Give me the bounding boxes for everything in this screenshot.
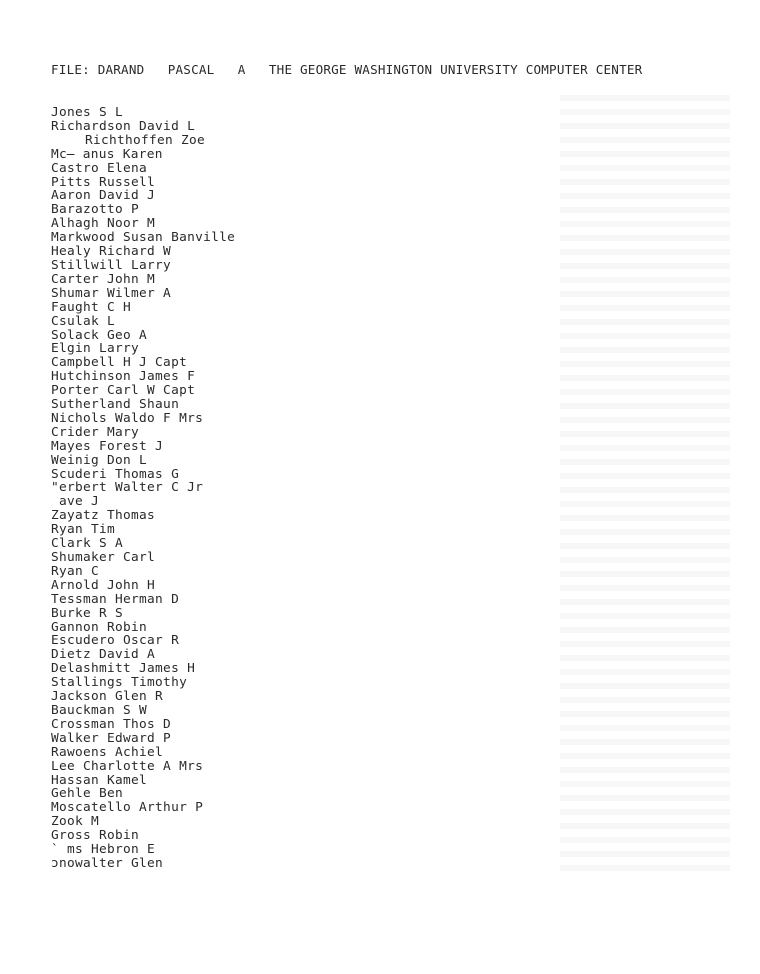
file-header: FILE: DARAND PASCAL A THE GEORGE WASHINGTON UNIVERSITY COMPUTER CENTER bbox=[51, 62, 643, 77]
list-item: Burke R S bbox=[51, 605, 124, 621]
show-through-bleed bbox=[560, 95, 730, 875]
list-item: Crossman Thos D bbox=[51, 716, 172, 732]
list-item: Carter John M bbox=[51, 271, 156, 287]
list-item: Scuderi Thomas G bbox=[51, 466, 180, 482]
list-item: Elgin Larry bbox=[51, 341, 140, 357]
list-item: Ryan Tim bbox=[51, 522, 116, 538]
list-item: Porter Carl W Capt bbox=[51, 383, 196, 399]
list-item: Arnold John H bbox=[51, 577, 156, 593]
list-item: Aaron David J bbox=[51, 188, 156, 204]
list-item: Healy Richard W bbox=[51, 244, 172, 260]
list-item: ɔnowalter Glen bbox=[51, 855, 164, 871]
list-item: Solack Geo A bbox=[51, 327, 148, 343]
list-item: Moscatello Arthur P bbox=[51, 800, 204, 816]
name-list bbox=[51, 106, 235, 871]
list-item: Lee Charlotte A Mrs bbox=[51, 758, 204, 774]
list-item: Clark S A bbox=[51, 536, 124, 552]
list-item: Mayes Forest J bbox=[51, 438, 164, 454]
list-item: ave J bbox=[59, 494, 100, 510]
list-item: Jackson Glen R bbox=[51, 689, 164, 705]
list-item: Sutherland Shaun bbox=[51, 397, 180, 413]
list-item: Tessman Herman D bbox=[51, 591, 180, 607]
list-item: Bauckman S W bbox=[51, 702, 148, 718]
list-item: Escudero Oscar R bbox=[51, 633, 180, 649]
list-item: Crider Mary bbox=[51, 424, 140, 440]
list-item: Markwood Susan Banville bbox=[51, 230, 236, 246]
list-item: Stillwill Larry bbox=[51, 257, 172, 273]
list-item: "erbert Walter C Jr bbox=[51, 480, 204, 496]
list-item: Zayatz Thomas bbox=[51, 508, 156, 524]
list-item: ` ms Hebron E bbox=[51, 842, 156, 858]
list-item: Shumar Wilmer A bbox=[51, 285, 172, 301]
list-item: Ryan C bbox=[51, 563, 100, 579]
list-item: Hutchinson James F bbox=[51, 369, 196, 385]
list-item: Barazotto P bbox=[51, 202, 140, 218]
list-item: Gehle Ben bbox=[51, 786, 124, 802]
list-item: Mc̶ anus Karen bbox=[51, 146, 163, 162]
list-item: Faught C H bbox=[51, 299, 132, 315]
list-item: Csulak L bbox=[51, 313, 116, 329]
list-item: Gannon Robin bbox=[51, 619, 148, 635]
list-item: Gross Robin bbox=[51, 828, 140, 844]
list-item: Dietz David A bbox=[51, 647, 156, 663]
list-item: Weinig Don L bbox=[51, 452, 148, 468]
list-item: Alhagh Noor M bbox=[51, 216, 156, 232]
list-item: Walker Edward P bbox=[51, 730, 172, 746]
list-item: Zook M bbox=[51, 814, 100, 830]
list-item: Pitts Russell bbox=[51, 174, 156, 190]
list-item: Rawoens Achiel bbox=[51, 744, 164, 760]
list-item: Campbell H J Capt bbox=[51, 355, 188, 371]
list-item: Stallings Timothy bbox=[51, 675, 188, 691]
list-item: Castro Elena bbox=[51, 160, 148, 176]
list-item: Nichols Waldo F Mrs bbox=[51, 410, 204, 426]
list-item: Shumaker Carl bbox=[51, 550, 156, 565]
list-item: Richardson David L bbox=[51, 118, 196, 134]
list-item: Delashmitt James H bbox=[51, 661, 196, 677]
list-item: Hassan Kamel bbox=[51, 772, 148, 788]
list-item: Jones S L bbox=[51, 105, 124, 120]
list-item: Richthoffen Zoe bbox=[85, 132, 206, 148]
